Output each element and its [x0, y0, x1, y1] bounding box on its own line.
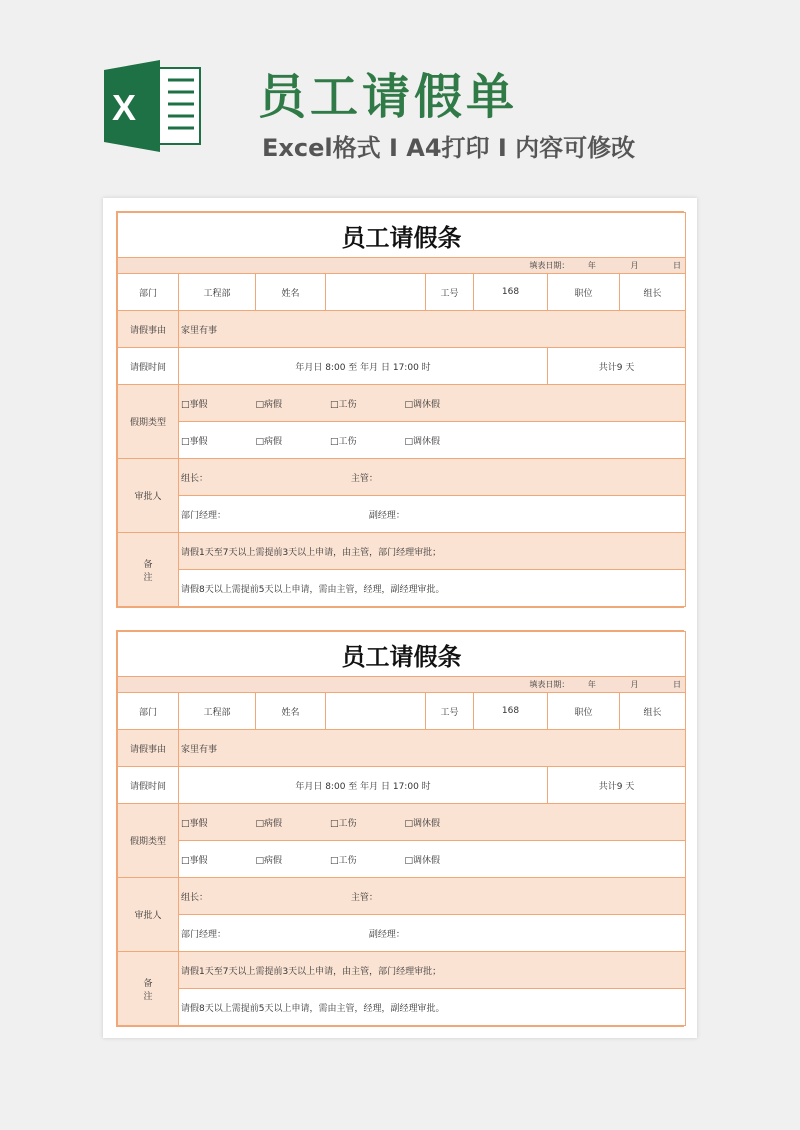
svg-text:X: X — [112, 87, 137, 128]
id-value[interactable]: 168 — [474, 693, 548, 730]
dept-manager-signature[interactable]: 部门经理： — [181, 929, 227, 940]
remarks-label: 备 注 — [118, 533, 179, 607]
reason-label: 请假事由 — [118, 311, 179, 348]
leave-form-1 — [116, 211, 684, 608]
approver-label: 审批人 — [118, 459, 179, 533]
remark-line: 请假8天以上需提前5天以上申请，需由主管，经理，副经理审批。 — [179, 570, 686, 607]
form-title: 员工请假条 — [118, 213, 686, 258]
deputy-manager-signature[interactable]: 副经理： — [368, 929, 405, 940]
leader-signature[interactable]: 组长： — [181, 473, 209, 484]
remark-line: 请假8天以上需提前5天以上申请，需由主管，经理，副经理审批。 — [179, 989, 686, 1026]
leave-type-label: 假期类型 — [118, 804, 179, 878]
checkbox-comp-leave[interactable]: □调休假 — [404, 855, 441, 866]
total-days[interactable]: 共计9 天 — [548, 348, 686, 385]
checkbox-comp-leave[interactable]: □调休假 — [404, 818, 441, 829]
approver-row — [179, 459, 686, 496]
reason-value[interactable]: 家里有事 — [179, 311, 686, 348]
time-value[interactable]: 年月日 8:00 至 年月 日 17:00 时 — [179, 348, 548, 385]
checkbox-sick-leave[interactable]: □病假 — [255, 436, 283, 447]
checkbox-work-injury[interactable]: □工伤 — [330, 818, 357, 829]
checkbox-personal-leave[interactable]: □事假 — [181, 818, 208, 829]
name-value[interactable] — [326, 274, 426, 311]
id-label: 工号 — [426, 274, 474, 311]
checkbox-sick-leave[interactable]: □病假 — [255, 855, 283, 866]
checkbox-personal-leave[interactable]: □事假 — [181, 436, 208, 447]
id-label: 工号 — [426, 693, 474, 730]
total-days[interactable]: 共计9 天 — [548, 767, 686, 804]
leader-signature[interactable]: 组长： — [181, 892, 209, 903]
leave-type-row — [179, 841, 686, 878]
name-value[interactable] — [326, 693, 426, 730]
form-title: 员工请假条 — [118, 632, 686, 677]
checkbox-work-injury[interactable]: □工伤 — [330, 855, 357, 866]
time-value[interactable]: 年月日 8:00 至 年月 日 17:00 时 — [179, 767, 548, 804]
reason-label: 请假事由 — [118, 730, 179, 767]
checkbox-comp-leave[interactable]: □调休假 — [404, 436, 441, 447]
position-value[interactable]: 组长 — [620, 693, 686, 730]
banner-title: 员工请假单 — [258, 69, 519, 125]
banner-subtitle: Excel格式 I A4打印 I 内容可修改 — [262, 134, 636, 162]
approver-row — [179, 878, 686, 915]
position-value[interactable]: 组长 — [620, 274, 686, 311]
name-label: 姓名 — [256, 274, 326, 311]
leave-type-row — [179, 422, 686, 459]
checkbox-comp-leave[interactable]: □调休假 — [404, 399, 441, 410]
position-label: 职位 — [548, 693, 620, 730]
deputy-manager-signature[interactable]: 副经理： — [368, 510, 405, 521]
remark-line: 请假1天至7天以上需提前3天以上申请，由主管，部门经理审批； — [179, 952, 686, 989]
dept-value[interactable]: 工程部 — [179, 274, 256, 311]
leave-form-2 — [116, 630, 684, 1027]
position-label: 职位 — [548, 274, 620, 311]
time-label: 请假时间 — [118, 348, 179, 385]
leave-type-row — [179, 804, 686, 841]
dept-value[interactable]: 工程部 — [179, 693, 256, 730]
checkbox-sick-leave[interactable]: □病假 — [255, 399, 283, 410]
checkbox-work-injury[interactable]: □工伤 — [330, 399, 357, 410]
leave-type-label: 假期类型 — [118, 385, 179, 459]
approver-row — [179, 915, 686, 952]
fill-date: 填表日期： 年 月 日 — [118, 677, 686, 693]
id-value[interactable]: 168 — [474, 274, 548, 311]
supervisor-signature[interactable]: 主管： — [350, 473, 378, 484]
fill-date: 填表日期： 年 月 日 — [118, 258, 686, 274]
dept-manager-signature[interactable]: 部门经理： — [181, 510, 227, 521]
supervisor-signature[interactable]: 主管： — [350, 892, 378, 903]
remark-line: 请假1天至7天以上需提前3天以上申请，由主管，部门经理审批； — [179, 533, 686, 570]
checkbox-personal-leave[interactable]: □事假 — [181, 399, 208, 410]
dept-label: 部门 — [118, 274, 179, 311]
time-label: 请假时间 — [118, 767, 179, 804]
name-label: 姓名 — [256, 693, 326, 730]
remarks-label: 备 注 — [118, 952, 179, 1026]
checkbox-personal-leave[interactable]: □事假 — [181, 855, 208, 866]
reason-value[interactable]: 家里有事 — [179, 730, 686, 767]
approver-label: 审批人 — [118, 878, 179, 952]
leave-type-row — [179, 385, 686, 422]
dept-label: 部门 — [118, 693, 179, 730]
excel-logo-icon — [104, 60, 204, 152]
approver-row — [179, 496, 686, 533]
checkbox-sick-leave[interactable]: □病假 — [255, 818, 283, 829]
checkbox-work-injury[interactable]: □工伤 — [330, 436, 357, 447]
